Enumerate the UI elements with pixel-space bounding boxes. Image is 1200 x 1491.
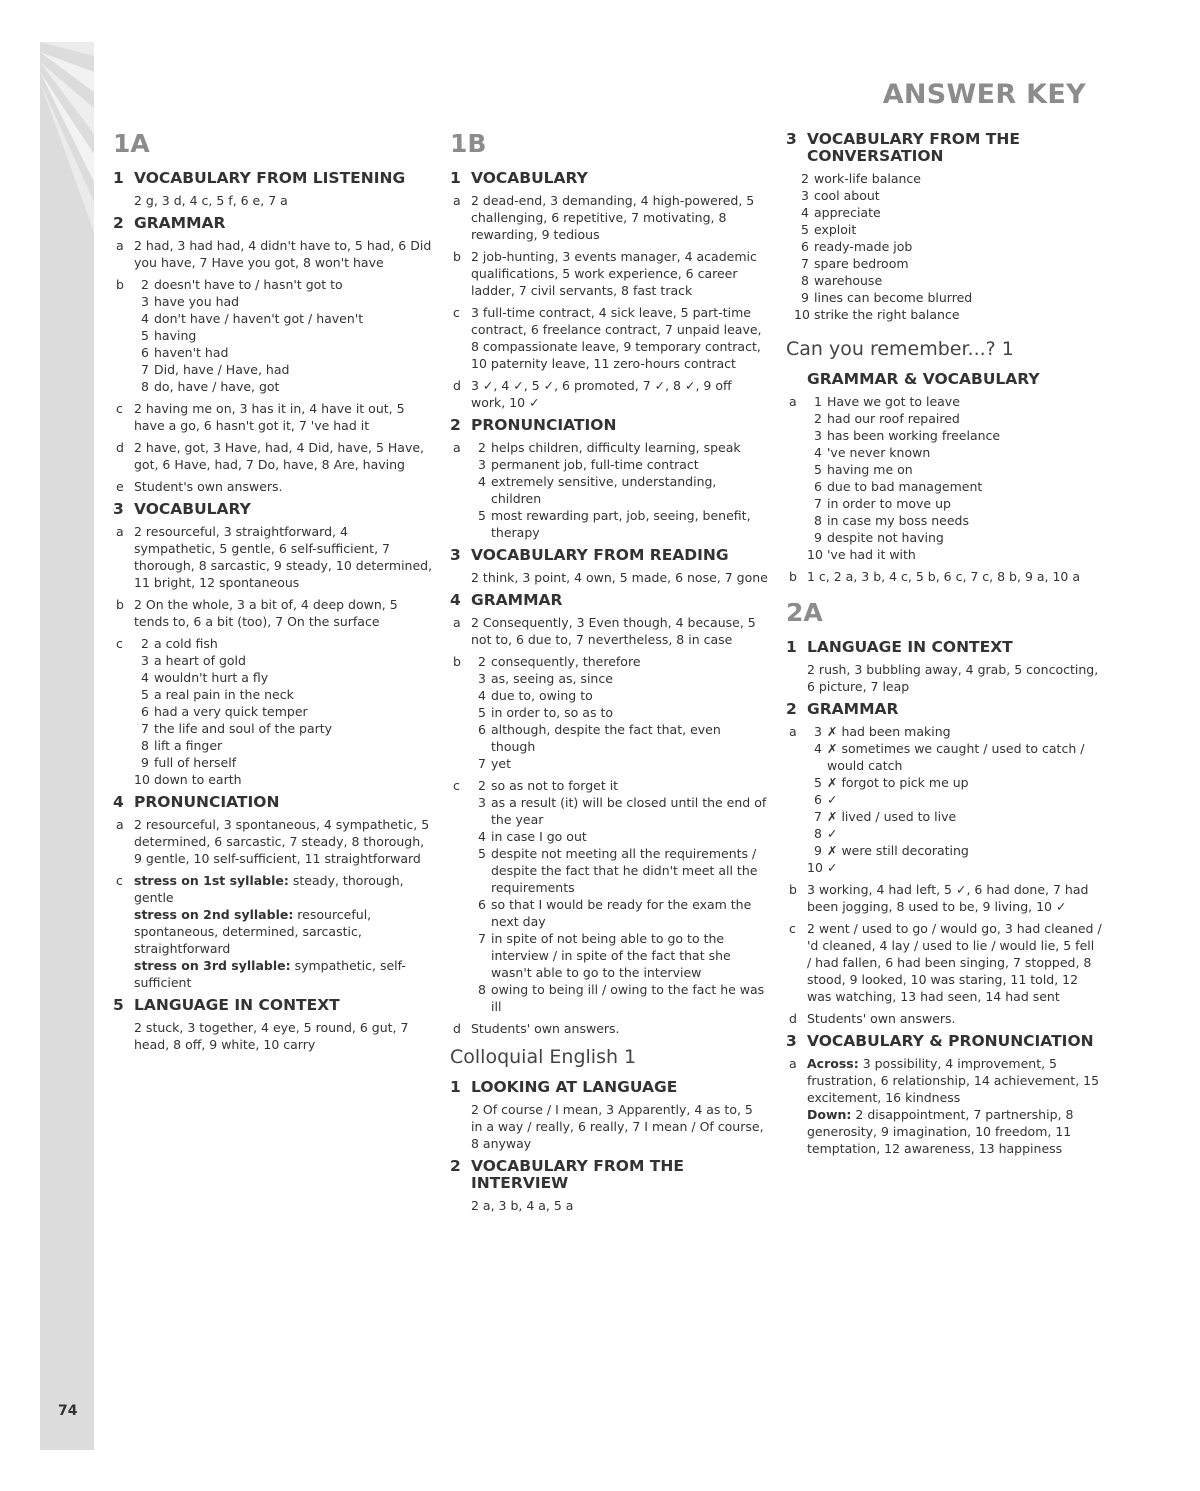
answer-part-a: a 2 dead-end, 3 demanding, 4 high-powered, 5 challenging, 6 repetitive, 7 motivating, 8 rewarding, 9 tedious <box>453 193 755 242</box>
exercise-title: GRAMMAR & VOCABULARY <box>807 370 1040 388</box>
exercise-number: 3 <box>786 130 797 148</box>
list-item: 4 've never known <box>814 445 931 460</box>
exercise-title: VOCABULARY <box>471 169 588 187</box>
list-item: 3 a heart of gold <box>141 653 246 668</box>
exercise-title: VOCABULARY FROM THE INTERVIEW <box>471 1157 684 1192</box>
exercise-title: LOOKING AT LANGUAGE <box>471 1078 678 1096</box>
answer-part-a: a Across: 3 possibility, 4 improvement, 5 frustration, 6 relationship, 14 achievement, 15 excitement, 16 kindness Down: 2 disappointment, 7 partnership, 8 generosity, 9 imagination, 10 freedom, 11 temptation, 12 awareness, 13 happiness <box>786 1055 1102 1157</box>
list-item: 1 Have we got to leave <box>814 394 960 409</box>
list-item: 8 lift a finger <box>141 738 223 753</box>
answer-text: 2 Of course / I mean, 3 Apparently, 4 as to, 5 in a way / really, 6 really, 7 I mean / Of course, 8 anyway <box>471 1102 764 1151</box>
exercise-heading <box>113 997 433 1014</box>
answer-text: 2 rush, 3 bubbling away, 4 grab, 5 concocting, 6 picture, 7 leap <box>807 662 1099 694</box>
exercise-number: 3 <box>786 1032 797 1050</box>
list-item: 5 exploit <box>801 222 857 237</box>
exercise-title: PRONUNCIATION <box>134 793 280 811</box>
stress-group: stress on 1st syllable: steady, thorough, gentle <box>134 873 404 905</box>
exercise-title: LANGUAGE IN CONTEXT <box>134 996 340 1014</box>
answer-part-a: a 1 Have we got to leave 2 had our roof repaired 3 has been working freelance 4 've never known 5 having me on 6 due to bad management 7 in order to move up 8 in case my boss needs 9 despite not having 10 've had it with <box>786 393 1102 563</box>
list-item: 4 appreciate <box>801 205 881 220</box>
stress-group: stress on 2nd syllable: resourceful, spontaneous, determined, sarcastic, straightforward <box>134 907 372 956</box>
list-item: 9 ✗ were still decorating <box>814 843 969 858</box>
list-item: 4 due to, owing to <box>478 688 593 703</box>
exercise-heading <box>786 639 1102 656</box>
exercise-title: GRAMMAR <box>471 591 563 609</box>
list-item: 3 have you had <box>141 294 240 309</box>
exercise-title: VOCABULARY FROM THE CONVERSATION <box>807 130 1020 165</box>
list-item: 7 yet <box>478 756 511 771</box>
list-item: 10 strike the right balance <box>794 307 960 322</box>
exercise-title: VOCABULARY <box>134 500 251 518</box>
exercise-number: 1 <box>786 638 797 656</box>
list-item: 4 don't have / haven't got / haven't <box>141 311 364 326</box>
list-item: 9 full of herself <box>141 755 237 770</box>
exercise-number: 4 <box>450 591 461 609</box>
answer-part-b: b 1 c, 2 a, 3 b, 4 c, 5 b, 6 c, 7 c, 8 b, 9 a, 10 a <box>789 569 1081 584</box>
list-item: 5 in order to, so as to <box>478 705 613 720</box>
list-item: 10 've had it with <box>807 547 916 562</box>
exercise-heading <box>786 1033 1102 1050</box>
answer-part-a: a 2 Consequently, 3 Even though, 4 because, 5 not to, 6 due to, 7 nevertheless, 8 in case <box>453 615 756 647</box>
answer-text: 2 a, 3 b, 4 a, 5 a <box>471 1198 574 1213</box>
list-item: 3 as, seeing as, since <box>478 671 613 686</box>
list-item: 6 ✓ <box>814 792 838 807</box>
answer-part-d: d Students' own answers. <box>453 1021 620 1036</box>
answer-part-a: a 2 resourceful, 3 spontaneous, 4 sympathetic, 5 determined, 6 sarcastic, 7 steady, 8 thorough, 9 gentle, 10 self-sufficient, 11 straightforward <box>116 817 430 866</box>
list-item: 8 ✓ <box>814 826 838 841</box>
list-item: 6 had a very quick temper <box>141 704 308 719</box>
list-item: 2 so as not to forget it <box>478 778 619 793</box>
exercise-heading <box>450 592 768 609</box>
answer-part-d: d Students' own answers. <box>789 1011 956 1026</box>
side-band <box>40 42 94 1450</box>
exercise-heading <box>786 131 1102 165</box>
exercise-title: VOCABULARY & PRONUNCIATION <box>807 1032 1094 1050</box>
list-item: 4 ✗ sometimes we caught / used to catch / would catch <box>814 741 1085 773</box>
list-item: 5 most rewarding part, job, seeing, benefit, therapy <box>478 508 751 540</box>
list-item: 7 the life and soul of the party <box>141 721 333 736</box>
list-item: 7 in order to move up <box>814 496 951 511</box>
answer-text: 2 think, 3 point, 4 own, 5 made, 6 nose, 7 gone <box>471 570 768 585</box>
list-item: 10 ✓ <box>807 860 838 875</box>
answer-part-e: e Student's own answers. <box>116 479 283 494</box>
column-1 <box>113 128 433 1057</box>
exercise-number: 1 <box>450 169 461 187</box>
exercise-heading <box>113 215 433 232</box>
list-item: 5 ✗ forgot to pick me up <box>814 775 969 790</box>
list-item: 4 in case I go out <box>478 829 587 844</box>
section-title: Colloquial English 1 <box>450 1046 637 1068</box>
list-item: 4 wouldn't hurt a fly <box>141 670 269 685</box>
exercise-number: 2 <box>113 214 124 232</box>
exercise-heading <box>113 501 433 518</box>
exercise-heading <box>113 794 433 811</box>
section-title: Can you remember...? 1 <box>786 338 1014 360</box>
exercise-heading <box>113 170 433 187</box>
list-item: 6 haven't had <box>141 345 229 360</box>
answer-part-a: a 2 helps children, difficulty learning, speak 3 permanent job, full-time contract 4 extremely sensitive, understanding, children 5 most rewarding part, job, seeing, benefit, therapy <box>450 439 768 541</box>
answer-part-a: a 2 resourceful, 3 straightforward, 4 sympathetic, 5 gentle, 6 self-sufficient, 7 thorough, 8 sarcastic, 9 steady, 10 determined, 11 bright, 12 spontaneous <box>116 524 433 590</box>
answer-list <box>786 170 1102 323</box>
exercise-title: GRAMMAR <box>134 214 226 232</box>
decorative-rays <box>40 42 94 242</box>
answer-part-c: c 2 went / used to go / would go, 3 had cleaned / 'd cleaned, 4 lay / used to lie / would lie, 5 fell / had fallen, 6 had been singing, 7 stopped, 8 stood, 9 looked, 10 was staring, 11 told, 12 was watching, 13 had seen, 14 had sent <box>789 921 1102 1004</box>
list-item: 9 lines can become blurred <box>801 290 973 305</box>
exercise-title: VOCABULARY FROM LISTENING <box>134 169 406 187</box>
list-item: 4 extremely sensitive, understanding, children <box>478 474 717 506</box>
exercise-number: 3 <box>450 546 461 564</box>
list-item: 2 consequently, therefore <box>478 654 641 669</box>
list-item: 5 a real pain in the neck <box>141 687 294 702</box>
exercise-title: PRONUNCIATION <box>471 416 617 434</box>
exercise-number: 5 <box>113 996 124 1014</box>
answer-part-a: a 3 ✗ had been making 4 ✗ sometimes we caught / used to catch / would catch 5 ✗ forgot to pick me up 6 ✓ 7 ✗ lived / used to live 8 ✓ 9 ✗ were still decorating 10 ✓ <box>786 723 1102 876</box>
exercise-heading <box>450 170 768 187</box>
answer-part-b: b 2 On the whole, 3 a bit of, 4 deep down, 5 tends to, 6 a bit (too), 7 On the surface <box>116 597 398 629</box>
exercise-number: 4 <box>113 793 124 811</box>
list-item: 7 in spite of not being able to go to the interview / in spite of the fact that she wasn't able to go to the interview <box>478 931 731 980</box>
answer-part-b: b 2 consequently, therefore 3 as, seeing as, since 4 due to, owing to 5 in order to, so as to 6 although, despite the fact that, even though 7 yet <box>450 653 768 772</box>
list-item: 7 spare bedroom <box>801 256 909 271</box>
crossword-down: Down: 2 disappointment, 7 partnership, 8 generosity, 9 imagination, 10 freedom, 11 temptation, 12 awareness, 13 happiness <box>807 1107 1074 1156</box>
column-3 <box>786 131 1102 1162</box>
list-item: 10 down to earth <box>134 772 242 787</box>
answer-part-b: b 2 job-hunting, 3 events manager, 4 academic qualifications, 5 work experience, 6 career ladder, 7 civil servants, 8 fast track <box>453 249 757 298</box>
list-item: 3 permanent job, full-time contract <box>478 457 699 472</box>
list-item: 9 despite not having <box>814 530 944 545</box>
page-number: 74 <box>58 1403 78 1419</box>
list-item: 2 a cold fish <box>141 636 218 651</box>
list-item: 2 had our roof repaired <box>814 411 960 426</box>
list-item: 6 so that I would be ready for the exam the next day <box>478 897 752 929</box>
answer-text: 2 g, 3 d, 4 c, 5 f, 6 e, 7 a <box>134 193 288 208</box>
exercise-number: 2 <box>450 1157 461 1175</box>
list-item: 2 helps children, difficulty learning, speak <box>478 440 741 455</box>
list-item: 2 work-life balance <box>801 171 921 186</box>
answer-part-b: b 3 working, 4 had left, 5 ✓, 6 had done, 7 had been jogging, 8 used to be, 9 living, 10 ✓ <box>789 882 1089 914</box>
list-item: 6 although, despite the fact that, even though <box>478 722 721 754</box>
exercise-title: LANGUAGE IN CONTEXT <box>807 638 1013 656</box>
answer-text: 2 stuck, 3 together, 4 eye, 5 round, 6 gut, 7 head, 8 off, 9 white, 10 carry <box>134 1020 409 1052</box>
list-item: 6 due to bad management <box>814 479 983 494</box>
column-2 <box>450 128 768 1218</box>
answer-part-c: c stress on 1st syllable: steady, thorough, gentle stress on 2nd syllable: resourceful, spontaneous, determined, sarcastic, straightforward stress on 3rd syllable: sympathetic, self-sufficient <box>113 872 433 991</box>
exercise-heading <box>450 417 768 434</box>
list-item: 5 having <box>141 328 197 343</box>
exercise-number: 1 <box>113 169 124 187</box>
answer-part-a: a 2 had, 3 had had, 4 didn't have to, 5 had, 6 Did you have, 7 Have you got, 8 won't have <box>116 238 432 270</box>
exercise-number: 2 <box>450 416 461 434</box>
exercise-number: 3 <box>113 500 124 518</box>
page-title: ANSWER KEY <box>882 79 1086 110</box>
list-item: 8 warehouse <box>801 273 883 288</box>
list-item: 5 having me on <box>814 462 913 477</box>
answer-part-c: c 2 so as not to forget it 3 as a result (it) will be closed until the end of the year 4 in case I go out 5 despite not meeting all the requirements / despite the fact that he didn't meet all the requirements 6 so that I would be ready for the exam the next day 7 in spite of not being able to go to the interview / in spite of the fact that she wasn't able to go to the interview 8 owing to being ill / owing to the fact he was ill <box>453 778 767 1014</box>
answer-part-d: d 3 ✓, 4 ✓, 5 ✓, 6 promoted, 7 ✓, 8 ✓, 9 off work, 10 ✓ <box>453 378 732 410</box>
list-item: 7 Did, have / Have, had <box>141 362 290 377</box>
exercise-title: VOCABULARY FROM READING <box>471 546 729 564</box>
unit-title: 1B <box>450 129 487 158</box>
exercise-heading <box>450 1158 768 1192</box>
list-item: 8 in case my boss needs <box>814 513 969 528</box>
list-item: 8 owing to being ill / owing to the fact he was ill <box>478 982 765 1014</box>
exercise-heading <box>786 371 1102 388</box>
answer-part-c: c 2 a cold fish 3 a heart of gold 4 wouldn't hurt a fly 5 a real pain in the neck 6 had a very quick temper 7 the life and soul of the party 8 lift a finger 9 full of herself 10 down to earth <box>113 635 433 788</box>
list-item: 8 do, have / have, got <box>141 379 280 394</box>
crossword-across: Across: 3 possibility, 4 improvement, 5 frustration, 6 relationship, 14 achievement, 15 excitement, 16 kindness <box>807 1056 1100 1105</box>
list-item: 2 doesn't have to / hasn't got to <box>141 277 343 292</box>
exercise-heading <box>450 547 768 564</box>
list-item: 3 has been working freelance <box>814 428 1001 443</box>
list-item: 3 cool about <box>801 188 880 203</box>
unit-title: 1A <box>113 129 150 158</box>
list-item: 3 ✗ had been making <box>814 724 951 739</box>
list-item: 5 despite not meeting all the requirements / despite the fact that he didn't meet all the requirements <box>478 846 758 895</box>
list-item: 3 as a result (it) will be closed until the end of the year <box>478 795 767 827</box>
exercise-heading <box>786 701 1102 718</box>
exercise-heading <box>450 1079 768 1096</box>
answer-part-b: b 2 doesn't have to / hasn't got to 3 have you had 4 don't have / haven't got / haven't 5 having 6 haven't had 7 Did, have / Have, had 8 do, have / have, got <box>113 276 433 395</box>
answer-part-d: d 2 have, got, 3 Have, had, 4 Did, have, 5 Have, got, 6 Have, had, 7 Do, have, 8 Are, having <box>116 440 425 472</box>
stress-group: stress on 3rd syllable: sympathetic, self-sufficient <box>134 958 406 990</box>
exercise-number <box>786 371 807 388</box>
exercise-title: GRAMMAR <box>807 700 899 718</box>
unit-title: 2A <box>786 598 823 627</box>
list-item: 7 ✗ lived / used to live <box>814 809 957 824</box>
exercise-number: 2 <box>786 700 797 718</box>
list-item: 6 ready-made job <box>801 239 913 254</box>
answer-part-c: c 3 full-time contract, 4 sick leave, 5 part-time contract, 6 freelance contract, 7 unpaid leave, 8 compassionate leave, 9 temporary contract, 10 paternity leave, 11 zero-hours contract <box>453 305 762 371</box>
exercise-number: 1 <box>450 1078 461 1096</box>
answer-part-c: c 2 having me on, 3 has it in, 4 have it out, 5 have a go, 6 hasn't got it, 7 've had it <box>116 401 405 433</box>
